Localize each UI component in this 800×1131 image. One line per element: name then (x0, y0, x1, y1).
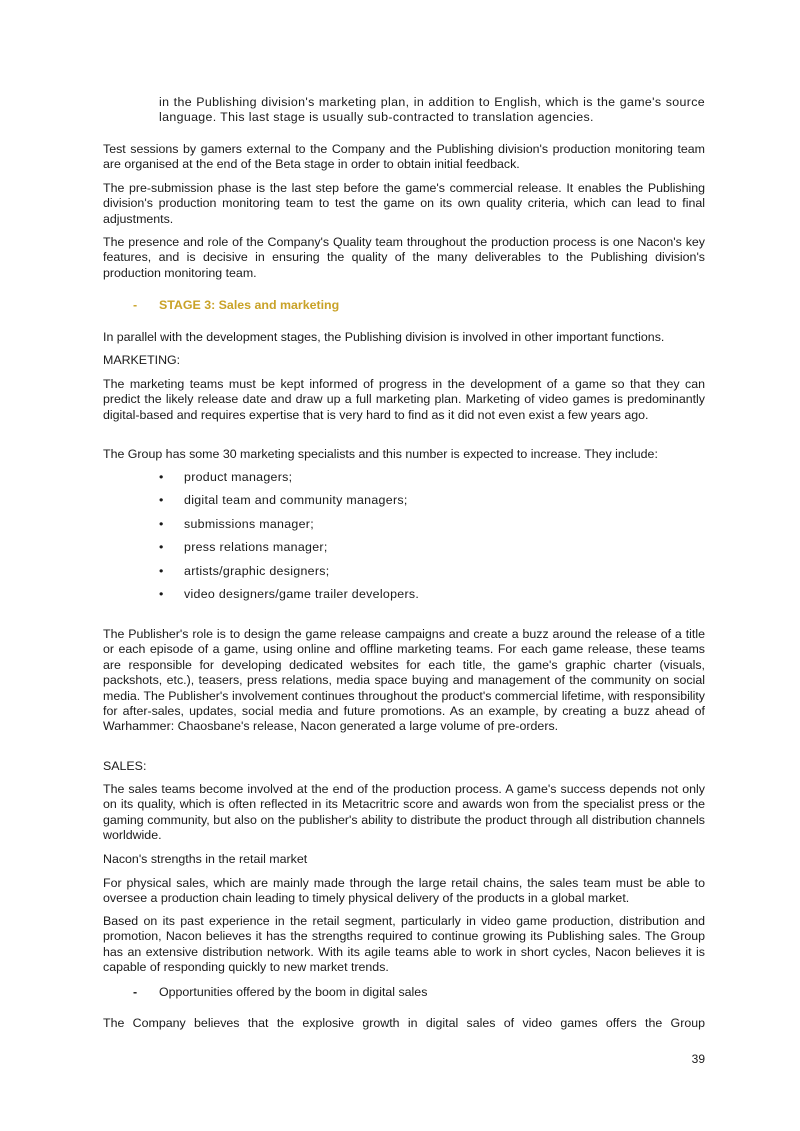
marketing-heading: MARKETING: (103, 353, 181, 367)
bullet-icon: • (159, 493, 164, 508)
stage3-title: STAGE 3: Sales and marketing (159, 298, 340, 312)
page-number: 39 (691, 1052, 705, 1066)
sales-paragraph: The sales teams become involved at the end of the production process. A game's success depends not only on its quality, which is often reflected in its Metacritric score and awards won from the specialist press or the gaming community, but also on the publisher's ability to distribute the product through all distribution channels worldwide. (103, 782, 705, 843)
past-experience-paragraph: Based on its past experience in the retail segment, particularly in video game production, distribution and promotion, Nacon believes it has the strengths required to continue growing its Publishing sales. The Group has an extensive distribution network. With its agile teams able to work in short cycles, Nacon believes it is capable of responding quickly to new market trends. (103, 914, 705, 975)
parallel-paragraph: In parallel with the development stages, the Publishing division is involved in other important functions. (103, 330, 665, 344)
test-sessions-paragraph: Test sessions by gamers external to the Company and the Publishing division's production monitoring team are organised at the end of the Beta stage in order to obtain initial feedback. (103, 142, 705, 172)
bullet-icon: • (159, 540, 164, 555)
sales-heading: SALES: (103, 759, 147, 773)
publisher-role-paragraph: The Publisher's role is to design the game release campaigns and create a buzz around the release of a title or each episode of a game, using online and offline marketing teams. For each game release, these teams are responsible for developing dedicated websites for each title, the game's graphic charter (visuals, packshots, etc.), teasers, press relations, media space buying and management of the community on social media. The Publisher's involvement continues throughout the product's commercial lifetime, with responsibility for after-sales, updates, social media and future promotions. As an example, by creating a buzz ahead of Warhammer: Chaosbane's release, Nacon generated a large volume of pre-orders. (103, 627, 705, 734)
opportunities-dash: - (133, 985, 138, 999)
retail-strengths-heading: Nacon's strengths in the retail market (103, 852, 308, 866)
list-item: • artists/graphic designers; (159, 563, 330, 578)
list-item: • product managers; (159, 470, 293, 484)
intro-continuation-paragraph: in the Publishing division's marketing plan, in addition to English, which is the game's source language. This last stage is usually sub-contracted to translation agencies. (159, 95, 705, 125)
presubmission-paragraph: The pre-submission phase is the last step before the game's commercial release. It enables the Publishing division's production monitoring team to test the game on its own quality criteria, which can lead to final adjustments. (103, 181, 705, 226)
list-item: • digital team and community managers; (159, 493, 408, 508)
explosive-growth-paragraph: The Company believes that the explosive growth in digital sales of video games offers the Group (103, 1016, 705, 1030)
opportunities-title: Opportunities offered by the boom in digital sales (159, 985, 428, 999)
specialists-list (159, 470, 705, 610)
bullet-icon: • (159, 563, 164, 578)
list-item: • video designers/game trailer developers. (159, 586, 420, 601)
physical-sales-paragraph: For physical sales, which are mainly made through the large retail chains, the sales team must be able to oversee a production chain leading to timely physical delivery of the products in a global market. (103, 876, 705, 906)
list-item: • submissions manager; (159, 516, 314, 531)
bullet-icon: • (159, 516, 164, 531)
bullet-icon: • (159, 470, 164, 484)
list-item: • press relations manager; (159, 540, 328, 555)
specialists-paragraph: The Group has some 30 marketing specialists and this number is expected to increase. They include: (103, 447, 658, 461)
stage3-dash: - (133, 298, 138, 312)
bullet-icon: • (159, 586, 164, 601)
marketing-paragraph: The marketing teams must be kept informed of progress in the development of a game so that they can predict the likely release date and draw up a full marketing plan. Marketing of video games is predominantly digital-based and requires expertise that is very hard to find as it did not even exist a few years ago. (103, 377, 705, 422)
quality-team-paragraph: The presence and role of the Company's Quality team throughout the production process is one Nacon's key features, and is decisive in ensuring the quality of the many deliverables to the Publishing division's production monitoring team. (103, 235, 705, 280)
